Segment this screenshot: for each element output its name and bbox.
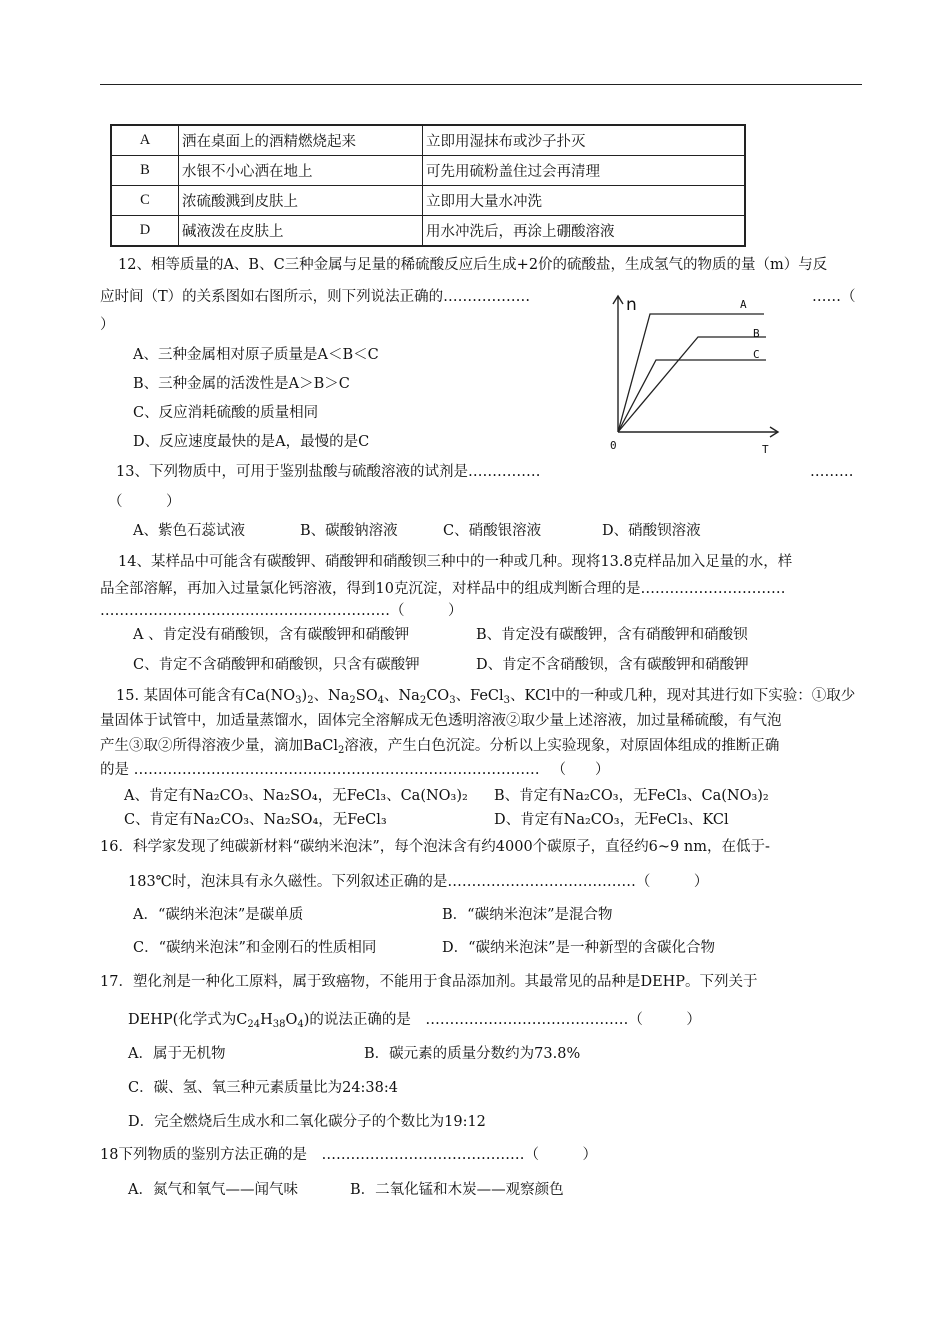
q12-stem-line2: 应时间（T）的关系图如右图所示，则下列说法正确的……………… <box>100 289 531 305</box>
q15-stem-line1: 15. 某固体可能含有$Ca(NO_3)_2$、$Na_2SO_4$、$Na_2CO_3$、FeCl$_3$、KCl中的一种或几种，现对其进行如下实验：①取少 <box>116 688 856 706</box>
q14-stem-line3: ……………………………………………………（ ） <box>100 603 463 619</box>
header-rule <box>100 84 862 85</box>
q13-stem-line1: 13、下列物质中，可用于鉴别盐酸与硫酸溶液的试剂是…………… <box>116 464 541 480</box>
q14-stem-line2: 品全部溶解，再加入过量氯化钙溶液，得到10克沉淀，对样品中的组成判断合理的是………………………… <box>100 581 786 597</box>
table-cell-item: 浓硫酸溅到皮肤上 <box>179 186 423 216</box>
q15-stem-line2: 量固体于试管中，加适量蒸馏水，固体完全溶解成无色透明溶液②取少量上述溶液，加过量稀硫酸，有气泡 <box>100 713 782 729</box>
table-cell-method: 可先用硫粉盖住过会再清理 <box>423 156 746 186</box>
graph-label-b: B <box>753 327 760 340</box>
table-cell-method: 立即用湿抹布或沙子扑灭 <box>423 125 746 156</box>
q15-option-b: B、肯定有Na₂CO₃，无FeCl₃、Ca(NO₃)₂ <box>494 788 769 804</box>
q12-option-b: B、三种金属的活泼性是A＞B＞C <box>133 376 350 392</box>
graph-curve-c <box>618 360 766 432</box>
q16-option-d: D．“碳纳米泡沫”是一种新型的含碳化合物 <box>442 940 715 956</box>
q17-option-c: C．碳、氢、氧三种元素质量比为24:38:4 <box>128 1080 398 1096</box>
safety-table <box>110 124 746 247</box>
q18-stem-line1: 18下列物质的鉴别方法正确的是 ……………………………………（ ） <box>100 1147 597 1163</box>
q13-option-b: B、碳酸钠溶液 <box>300 523 398 539</box>
q14-option-d: D、肯定不含硝酸钡，含有碳酸钾和硝酸钾 <box>476 657 749 673</box>
q13-option-d: D、硝酸钡溶液 <box>602 523 701 539</box>
q14-option-a: A 、肯定没有硝酸钡，含有碳酸钾和硝酸钾 <box>133 627 410 643</box>
table-cell-item: 碱液泼在皮肤上 <box>179 216 423 247</box>
table-cell-key: D <box>111 216 179 247</box>
q12-option-a: A、三种金属相对原子质量是A＜B＜C <box>133 347 379 363</box>
table-row <box>111 156 745 186</box>
table-cell-key: C <box>111 186 179 216</box>
q14-option-b: B、肯定没有碳酸钾，含有硝酸钾和硝酸钡 <box>476 627 748 643</box>
q15-option-c: C、肯定有Na₂CO₃、Na₂SO₄，无FeCl₃ <box>124 812 387 828</box>
table-row <box>111 216 745 247</box>
q15-stem-line3: 产生③取②所得溶液少量，滴加BaCl$_2$溶液，产生白色沉淀。分析以上实验现象，对原固体组成的推断正确 <box>100 738 780 756</box>
graph-curve-a <box>618 314 764 432</box>
q15-option-a: A、肯定有Na₂CO₃、Na₂SO₄，无FeCl₃、Ca(NO₃)₂ <box>124 788 468 804</box>
q13-stem-line2: （ ） <box>108 494 181 510</box>
graph-origin-label: 0 <box>610 439 617 452</box>
table-cell-item: 水银不小心洒在地上 <box>179 156 423 186</box>
q15-stem-line4: 的是 ………………………………………………………………………… （ ） <box>100 762 610 778</box>
q16-option-b: B．“碳纳米泡沫”是混合物 <box>442 907 613 923</box>
table-cell-item: 洒在桌面上的酒精燃烧起来 <box>179 125 423 156</box>
q17-stem-line1: 17．塑化剂是一种化工原料，属于致癌物，不能用于食品添加剂。其最常见的品种是DEHP。下列关于 <box>100 974 758 990</box>
q17-option-a: A．属于无机物 <box>128 1046 226 1062</box>
q12-stem-line1: 12、相等质量的A、B、C三种金属与足量的稀硫酸反应后生成+2价的硫酸盐，生成氢气的物质的量（m）与反 <box>118 257 828 273</box>
q14-option-c: C、肯定不含硝酸钾和硝酸钡，只含有碳酸钾 <box>133 657 420 673</box>
table-row <box>111 186 745 216</box>
q16-option-a: A．“碳纳米泡沫”是碳单质 <box>133 907 304 923</box>
q16-option-c: C．“碳纳米泡沫”和金刚石的性质相同 <box>133 940 377 956</box>
table-cell-method: 立即用大量水冲洗 <box>423 186 746 216</box>
q13-stem-line1-right: ……… <box>810 464 854 480</box>
q18-option-a: A．氮气和氧气——闻气味 <box>128 1182 298 1198</box>
q17-option-b: B．碳元素的质量分数约为73.8% <box>364 1046 581 1062</box>
table-row <box>111 125 745 156</box>
q17-option-d: D．完全燃烧后生成水和二氧化碳分子的个数比为19:12 <box>128 1114 486 1130</box>
table-cell-key: A <box>111 125 179 156</box>
q15-option-d: D、肯定有Na₂CO₃，无FeCl₃、KCl <box>494 812 729 828</box>
q16-stem-line1: 16．科学家发现了纯碳新材料“碳纳米泡沫”，每个泡沫含有约4000个碳原子，直径约6~9 nm，在低于- <box>100 839 770 855</box>
reaction-graph <box>606 292 786 462</box>
graph-label-c: C <box>753 348 760 361</box>
graph-x-label: T <box>762 443 769 456</box>
table-cell-method: 用水冲洗后，再涂上硼酸溶液 <box>423 216 746 247</box>
q18-option-b: B．二氧化锰和木炭——观察颜色 <box>350 1182 564 1198</box>
q12-stem-line2-right: ……（ <box>812 289 856 305</box>
q12-stem-line3: ） <box>100 317 115 333</box>
graph-y-label: n <box>626 295 637 315</box>
table-cell-key: B <box>111 156 179 186</box>
q13-option-a: A、紫色石蕊试液 <box>133 523 245 539</box>
q12-option-d: D、反应速度最快的是A，最慢的是C <box>133 434 370 450</box>
q12-option-c: C、反应消耗硫酸的质量相同 <box>133 405 319 421</box>
q17-stem-line2: DEHP(化学式为$C_{24}H_{38}O_4$)的说法正确的是 ……………………………………（ ） <box>128 1012 701 1030</box>
q14-stem-line1: 14、某样品中可能含有碳酸钾、硝酸钾和硝酸钡三种中的一种或几种。现将13.8克样品加入足量的水，样 <box>118 554 793 570</box>
q16-stem-line2: 183℃时，泡沫具有永久磁性。下列叙述正确的是…………………………………（ ） <box>128 874 709 890</box>
q13-option-c: C、硝酸银溶液 <box>443 523 542 539</box>
graph-label-a: A <box>740 298 747 311</box>
